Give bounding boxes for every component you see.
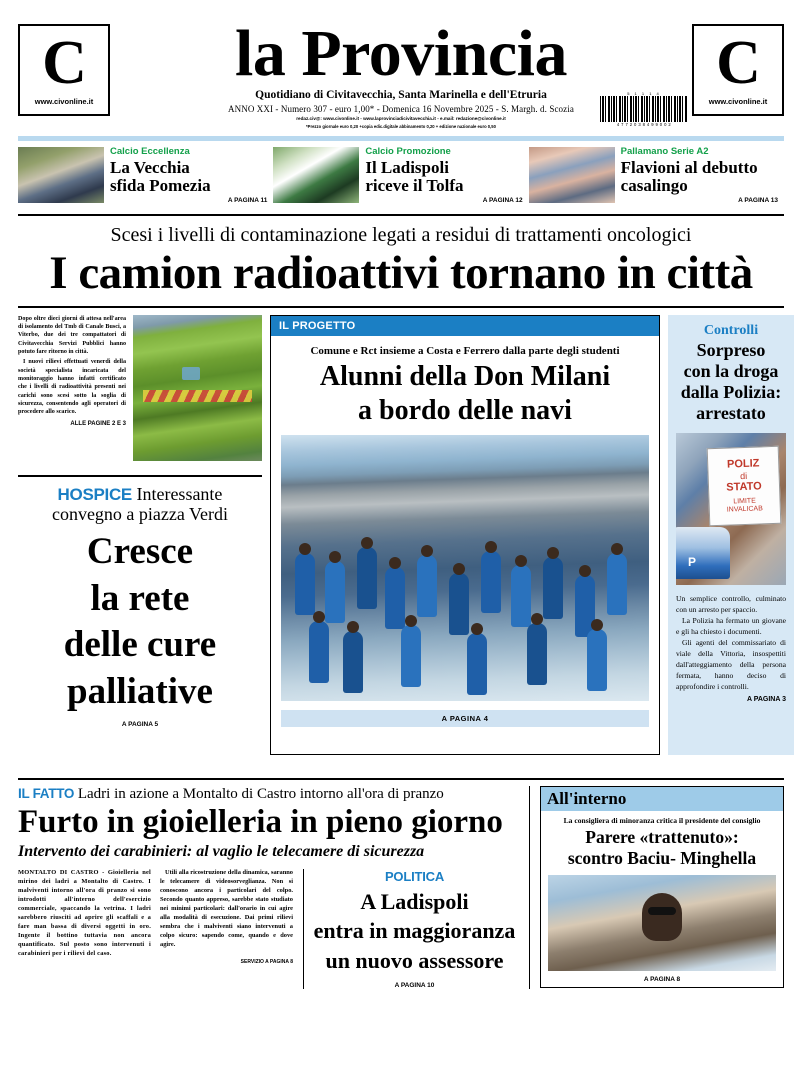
- controlli-article-text: [676, 593, 786, 692]
- masthead-center: [110, 17, 692, 129]
- barcode-top-code: 5 1 1 1 4: [627, 90, 661, 96]
- ilfatto-kicker-rest: Ladri in azione a Montalto di Castro intorno all'ora di pranzo: [74, 785, 444, 802]
- ilfatto-article-text: [18, 869, 293, 959]
- sports-teaser-promozione[interactable]: [273, 147, 528, 209]
- divider-above-lead: [18, 214, 784, 216]
- masthead-contact-line: redaz.civ@: www.civonline.it - www.laprovinciadicivitavecchia.it - e.mail: redazione@civonline.it: [296, 115, 506, 121]
- ilfatto-kicker-label: IL FATTO: [18, 785, 75, 801]
- ilfatto-kicker: [18, 786, 519, 803]
- controlli-headline-line4: arrestato: [696, 403, 766, 424]
- interno-box[interactable]: [540, 786, 784, 988]
- masthead-price-note: *Prezzo giornale euro 0,20 +copia edic.digitale abbinamento 0,20 + edizione nazionale euro 0,50: [306, 123, 496, 129]
- politica-article-block[interactable]: [303, 869, 519, 989]
- controlli-headline-line1: Sorpreso: [696, 339, 766, 360]
- lead-headline[interactable]: I camion radioattivi tornano in città: [49, 247, 753, 299]
- divider-below-lead: [18, 306, 784, 308]
- right-column: [660, 315, 794, 770]
- hospice-kicker-line2: convegno a piazza Verdi: [51, 503, 229, 524]
- progetto-section-bar: IL PROGETTO: [271, 316, 659, 336]
- ilfatto-article-block[interactable]: [18, 786, 530, 989]
- politica-headline-line3: un nuovo assessore: [325, 947, 504, 973]
- polizia-di-stato-sign-photo: [676, 433, 786, 585]
- police-sign: [707, 445, 782, 525]
- lead-page-ref: ALLE PAGINE 2 E 3: [70, 420, 126, 427]
- police-sign-line1: POLIZ: [726, 457, 760, 471]
- politica-kicker: POLITICA: [384, 868, 445, 884]
- sports-teaser-eccellenza[interactable]: [18, 147, 273, 209]
- barcode-number: 4 7 7 2 0 3 8 4 9 9 0 0 2: [616, 121, 672, 127]
- lead-paragraph-2: I nuovi rilievi effettuati venerdì della società specialista incaricata del monitoraggio hanno infatti certificato che i livelli di radioattività presenti nei carichi sono scesi sotto la soglia di sicurezza, consentendo agli operatori di procedere allo scarico.: [18, 359, 126, 416]
- page-title: la Provincia: [235, 17, 567, 90]
- masthead-subtitle: Quotidiano di Civitavecchia, Santa Marinella e dell'Etruria: [255, 88, 547, 101]
- hospice-headline-line2[interactable]: la rete: [90, 577, 190, 619]
- police-car-icon: [676, 527, 730, 579]
- interno-page-ref: A PAGINA 8: [643, 975, 681, 983]
- ilfatto-byline: SERVIZIO A PAGINA 8: [240, 958, 293, 965]
- controlli-paragraph-1: Un semplice controllo, culminato con un arresto per spaccio.: [676, 593, 786, 614]
- sports-page-ref: A PAGINA 13: [738, 196, 778, 204]
- police-sign-line3: STATO: [726, 480, 762, 494]
- police-sign-line2: di: [739, 470, 748, 481]
- divider-bottom-section: [18, 778, 784, 780]
- divider-blue-top: [18, 136, 784, 141]
- politica-page-ref: A PAGINA 10: [394, 981, 435, 989]
- controlli-paragraph-3: Gli agenti del commissariato di viale della Vittoria, insospettiti dall'atteggiamento della persona fermata, hanno deciso di approfondire i controlli.: [676, 637, 786, 691]
- left-column: [18, 315, 270, 770]
- controlli-page-ref: A PAGINA 3: [746, 695, 786, 703]
- barcode-group: [600, 91, 688, 127]
- hospice-kicker: [18, 484, 262, 504]
- logo-letter-icon: C: [42, 28, 86, 97]
- barcode-icon: [600, 96, 688, 122]
- hospice-headline-line1[interactable]: Cresce: [86, 530, 194, 572]
- handball-team-photo: [529, 147, 615, 203]
- sports-headline-line2: sfida Pomezia: [110, 176, 211, 196]
- sports-headline-line1: Flavioni al debutto: [620, 157, 758, 177]
- hospice-headline-line4[interactable]: palliative: [67, 671, 213, 713]
- progetto-occhiello: Comune e Rct insieme a Costa e Ferrero dalla parte degli studenti: [310, 344, 620, 357]
- progetto-page-ref: A PAGINA 4: [281, 710, 649, 727]
- lead-occhiello: Scesi i livelli di contaminazione legati a residui di trattamenti oncologici: [110, 224, 692, 246]
- sports-kicker: Pallamano Serie A2: [620, 146, 709, 157]
- ilfatto-body-column: [18, 869, 303, 989]
- controlli-headline-line3: dalla Polizia:: [680, 382, 782, 402]
- sports-teaser-text: [365, 147, 522, 209]
- politica-headline-line2: entra in maggioranza: [313, 918, 516, 944]
- ilfatto-headline: Furto in gioielleria in pieno giorno: [18, 804, 503, 840]
- police-sign-line5: INVALICAB: [726, 504, 763, 513]
- sports-kicker: Calcio Eccellenza: [110, 146, 190, 157]
- lead-paragraph-1: Dopo oltre dieci giorni di attesa nell'area di isolamento del Tmb di Canale Busci, a Viterbo, due dei tre compattatori di Civitavecchia Servizi Pubblici hanno potuto fare ritorno in città.: [18, 315, 126, 355]
- lead-article-text: [18, 315, 126, 467]
- divider-hospice: [18, 475, 262, 477]
- sports-headline-line2: casalingo: [620, 176, 688, 196]
- hospice-kicker-label: HOSPICE: [57, 484, 132, 504]
- logo-website-url: www.civonline.it: [34, 97, 94, 107]
- sports-headline-line2: riceve il Tolfa: [365, 176, 464, 196]
- progetto-headline-line1: Alunni della Don Milani: [319, 360, 611, 392]
- masthead: [18, 0, 784, 132]
- masthead-issue-info: ANNO XXI - Numero 307 - euro 1,00* - Domenica 16 Novembre 2025 - S. Margh. d. Scozia: [228, 103, 574, 114]
- logo-left[interactable]: [18, 24, 110, 116]
- logo-letter-icon: C: [716, 28, 760, 97]
- progetto-article-box[interactable]: [270, 315, 660, 755]
- logo-website-url: www.civonline.it: [708, 97, 768, 107]
- interno-headline-line1: Parere «trattenuto»:: [585, 826, 739, 847]
- soccer-promozione-photo: [273, 147, 359, 203]
- portrait-figure-icon: [642, 893, 682, 941]
- controlli-paragraph-2: La Polizia ha fermato un giovane e gli ha chiesto i documenti.: [676, 615, 786, 636]
- garbage-truck-photo: [133, 315, 262, 461]
- interno-section-bar: All'interno: [541, 787, 783, 811]
- interno-occhiello: La consigliera di minoranza critica il presidente del consiglio: [563, 815, 761, 825]
- controlli-kicker: Controlli: [703, 322, 759, 338]
- police-sign-line4: LIMITE: [733, 496, 756, 505]
- main-content-grid: [18, 315, 784, 770]
- hospice-kicker-rest: Interessante: [131, 483, 223, 504]
- sports-teaser-strip: [18, 147, 784, 209]
- sports-teaser-text: [621, 147, 778, 209]
- sports-headline-line1: La Vecchia: [110, 157, 190, 177]
- progetto-headline-line2: a bordo delle navi: [358, 395, 572, 427]
- sports-teaser-pallamano[interactable]: [529, 147, 784, 209]
- ilfatto-paragraph-2: Utili alla ricostruzione della dinamica, saranno le telecamere di videosorveglianza. Non si conoscono ancora i particolari del colpo. Secondo quanto appreso, sarebbe stato studiato nei minimi particolari: dall'orario in cui agire alla modalità di esecuzione. Dai primi rilievi sembra che i malviventi siano intervenuti a colpo sicuro: sapendo come, quando e dove agire.: [160, 868, 293, 948]
- lead-article-block: [18, 315, 262, 467]
- controlli-headline-line2: con la droga: [683, 360, 779, 381]
- logo-right[interactable]: [692, 24, 784, 116]
- sports-page-ref: A PAGINA 11: [227, 196, 268, 204]
- students-on-ship-deck-photo: [281, 435, 649, 701]
- interno-headline-line2: scontro Baciu- Minghella: [567, 848, 757, 869]
- center-column: [270, 315, 660, 770]
- hospice-page-ref: A PAGINA 5: [121, 720, 159, 728]
- ilfatto-paragraph-1: MONTALTO DI CASTRO - Gioielleria nel mirino dei ladri a Montalto di Castro. I malviventi intorno all'ora di pranzo si sono introdotti all'interno dell'esercizio commerciale, spaccando la vetrina. I ladri sarebbero riusciti ad aprire gli scaffali e a fare man bassa di diversi oggetti in oro. Ingente il bottino tuttavia non ancora quantificato. Sul posto sono intervenuti i carabinieri per i rilievi del caso.: [18, 868, 151, 957]
- ilfatto-subtitle: Intervento dei carabinieri: al vaglio le telecamere di sicurezza: [18, 842, 425, 860]
- sports-kicker: Calcio Promozione: [365, 146, 451, 157]
- controlli-article-box[interactable]: [668, 315, 794, 755]
- politica-headline-line1: A Ladispoli: [360, 888, 469, 914]
- interno-column: [530, 786, 784, 989]
- hospice-headline-line3[interactable]: delle cure: [63, 624, 217, 666]
- soccer-eccellenza-photo: [18, 147, 104, 203]
- bottom-grid: [18, 786, 784, 989]
- sports-teaser-text: [110, 147, 267, 209]
- sports-page-ref: A PAGINA 12: [482, 196, 523, 204]
- councilwoman-portrait-photo: [548, 875, 776, 971]
- sports-headline-line1: Il Ladispoli: [365, 157, 449, 177]
- bottom-split: [18, 869, 519, 989]
